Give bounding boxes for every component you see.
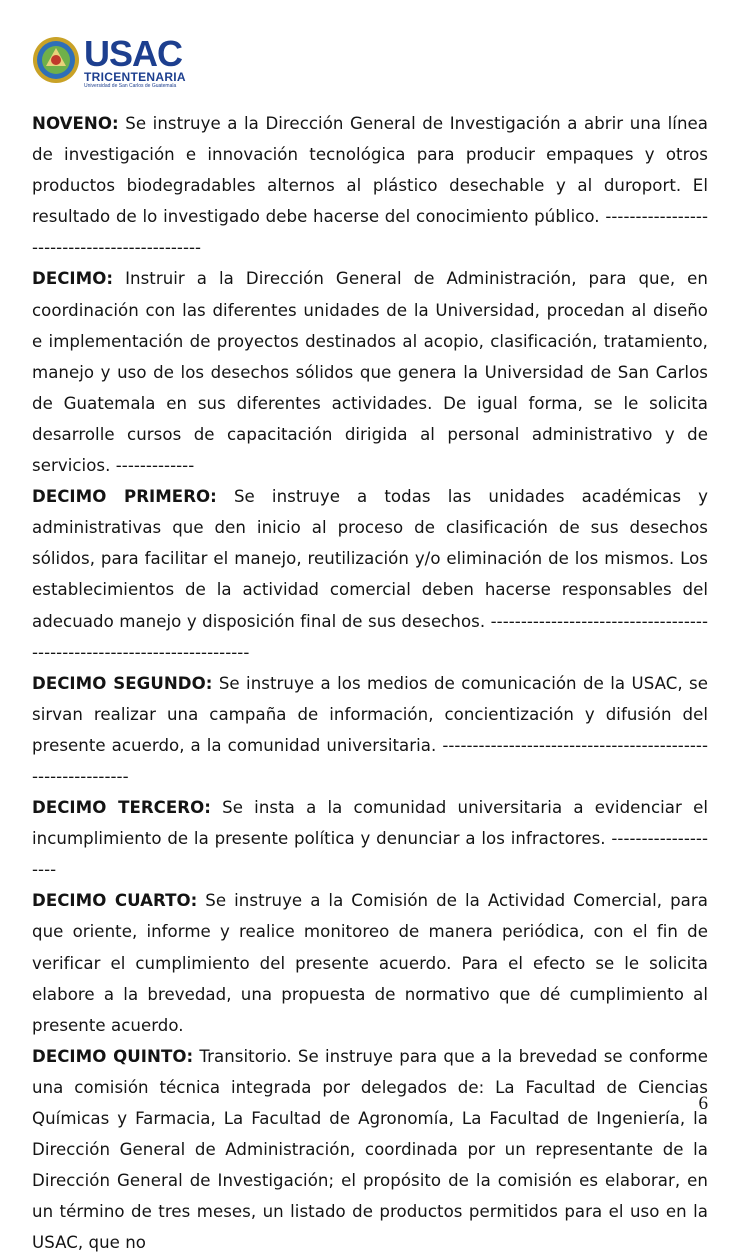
paragraph-noveno [32, 108, 708, 263]
paragraph-text: Instruir a la Dirección General de Administración, para que, en coordinación con las diferentes unidades de la Universidad, procedan al diseño e implementación de proyectos destinados al acopio, clasificación, tratamiento, manejo y uso de los desechos sólidos que genera la Universidad de San Carlos de Guatemala en sus diferentes actividades. De igual forma, se le solicita desarrolle cursos de capacitación dirigida al personal administrativo y de servicios. ------------- [32, 269, 708, 476]
paragraph-label: DECIMO SEGUNDO: [32, 673, 213, 693]
document-body [32, 108, 708, 1258]
paragraph-decimo-primero [32, 481, 708, 668]
paragraph-label: DECIMO CUARTO: [32, 891, 198, 911]
paragraph-text: Se insta a la comunidad universitaria a evidenciar el incumplimiento de la presente política y denunciar a los infractores. -------------------- [32, 798, 709, 880]
paragraph-label: DECIMO TERCERO: [32, 798, 211, 818]
paragraph-text: Se instruye a todas las unidades académicas y administrativas que den inicio al proceso de clasificación de sus desechos sólidos, para facilitar el manejo, reutilización y/o eliminación de los mismos. Los establecimientos de la actividad comercial deben hacerse responsables del adecuado manejo y disposición final de sus desechos. ------------------------------------------------------------------------ [32, 487, 709, 662]
paragraph-decimo-tercero [32, 792, 708, 885]
logo-sub-text: TRICENTENARIA [84, 70, 186, 84]
logo-main-text: USAC [84, 33, 183, 74]
paragraph-decimo-cuarto [32, 885, 708, 1040]
paragraph-label: DECIMO PRIMERO: [32, 487, 217, 507]
paragraph-label: NOVENO: [32, 114, 119, 133]
page-number: 6 [698, 1093, 708, 1114]
paragraph-decimo [32, 263, 708, 481]
paragraph-decimo-segundo [32, 668, 708, 792]
paragraph-text: Se instruye a la Dirección General de Investigación a abrir una línea de investigación e innovación tecnológica para producir empaques y otros productos biodegradables alternos al plástico desechable y al duroport. El resultado de lo investigado debe hacerse del conocimiento público. --------------------------------------------- [32, 114, 708, 258]
paragraph-label: DECIMO: [32, 269, 114, 289]
university-seal-icon [32, 36, 80, 84]
paragraph-text: Transitorio. Se instruye para que a la brevedad se conforme una comisión técnica integrada por delegados de: La Facultad de Ciencias Químicas y Farmacia, La Facultad de Agronomía, La Facultad de Ingeniería, la Dirección General de Administración, coordinada por un representante de la Dirección General de Investigación; el propósito de la comisión es elaborar, en un término de tres meses, un listado de productos permitidos para el uso en la USAC, que no [32, 1046, 708, 1253]
paragraph-text: Se instruye a los medios de comunicación de la USAC, se sirvan realizar una campaña de información, concientización y difusión del presente acuerdo, a la comunidad universitaria. ------------------------------------------------------------ [32, 673, 708, 786]
paragraph-text: Se instruye a la Comisión de la Actividad Comercial, para que oriente, informe y realice monitoreo de manera periódica, con el fin de verificar el cumplimiento del presente acuerdo. Para el efecto se le solicita elabore a la brevedad, una propuesta de normativo que dé cumplimiento al presente acuerdo. [32, 891, 708, 1035]
paragraph-label: DECIMO QUINTO: [32, 1046, 194, 1066]
paragraph-decimo-quinto [32, 1041, 708, 1258]
logo-tagline: Universidad de San Carlos de Guatemala [84, 83, 177, 89]
usac-logo [32, 33, 192, 89]
